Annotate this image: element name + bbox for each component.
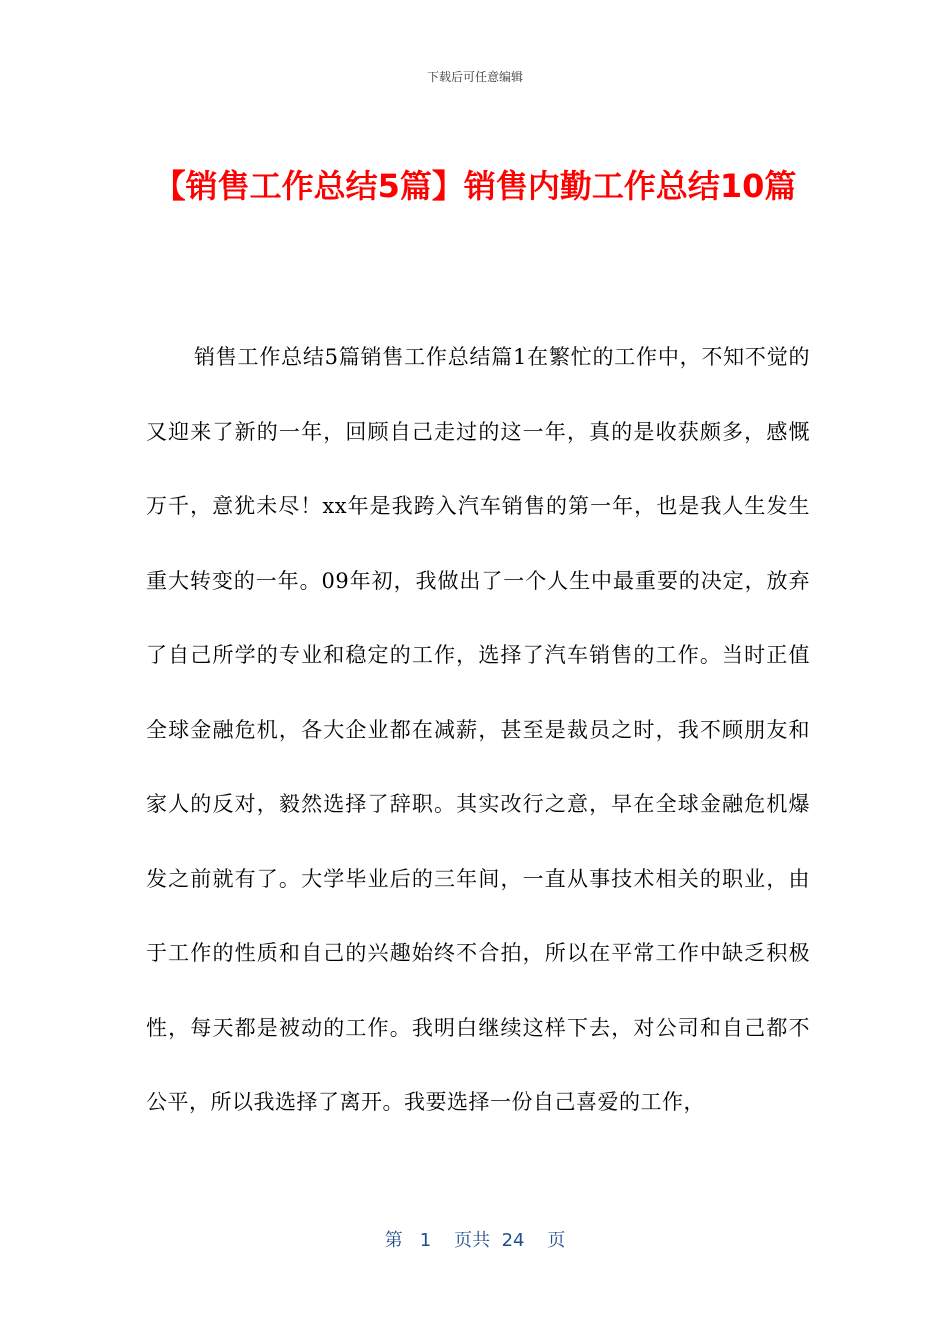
footer-prefix: 第: [384, 1230, 403, 1251]
body-paragraph: 销售工作总结5篇销售工作总结篇1在繁忙的工作中，不知不觉的又迎来了新的一年，回顾自己走过的这一年，真的是收获颇多，感慨万千，意犹未尽！xx年是我跨入汽车销售的第一年，也是我人生发生重大转变的一年。09年初，我做出了一个人生中最重要的决定，放弃了自己所学的专业和稳定的工作，选择了汽车销售的工作。当时正值全球金融危机，各大企业都在减薪，甚至是裁员之时，我不顾朋友和家人的反对，毅然选择了辞职。其实改行之意，早在全球金融危机爆发之前就有了。大学毕业后的三年间，一直从事技术相关的职业，由于工作的性质和自己的兴趣始终不合拍，所以在平常工作中缺乏积极性，每天都是被动的工作。我明白继续这样下去，对公司和自己都不公平，所以我选择了离开。我要选择一份自己喜爱的工作，: [146, 345, 810, 1114]
footer-total-pages: 24: [501, 1230, 525, 1251]
document-title: 【销售工作总结5篇】销售内勤工作总结10篇: [153, 167, 797, 206]
page-footer: [0, 1226, 950, 1252]
footer-page-number: 1: [419, 1230, 432, 1251]
footer-suffix: 页: [547, 1230, 566, 1251]
header-note: 下载后可任意编辑: [426, 70, 523, 84]
footer-middle: 页共: [454, 1230, 491, 1251]
